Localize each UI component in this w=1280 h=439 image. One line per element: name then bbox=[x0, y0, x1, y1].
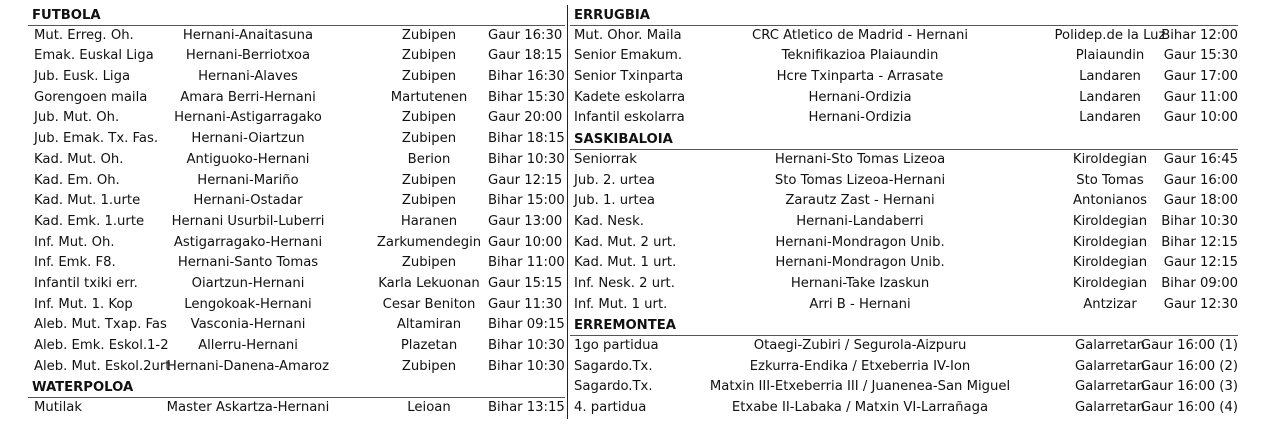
cell-match: Hernani Usurbil-Luberri bbox=[171, 213, 325, 229]
cell-match: Zarautz Zast - Hernani bbox=[785, 193, 935, 209]
cell-time: Bihar 10:30 bbox=[1161, 213, 1238, 229]
cell-match: Antiguoko-Hernani bbox=[186, 151, 310, 167]
cell-category: Kad. Mut. 1.urte bbox=[34, 193, 141, 209]
cell-venue: Kiroldegian bbox=[1072, 255, 1148, 271]
cell-venue: Galarretan bbox=[1074, 379, 1146, 395]
cell-match: Allerru-Hernani bbox=[198, 338, 298, 353]
table-row bbox=[28, 398, 565, 419]
cell-time: Gaur 18:15 bbox=[488, 48, 563, 64]
cell-venue: Landaren bbox=[1079, 69, 1141, 85]
cell-time: Gaur 18:00 bbox=[1163, 193, 1238, 209]
table-row bbox=[28, 357, 565, 378]
cell-time: Gaur 20:00 bbox=[488, 110, 563, 126]
cell-category: Aleb. Mut. Txap. Fas bbox=[34, 317, 167, 333]
cell-venue: Landaren bbox=[1079, 110, 1141, 126]
cell-venue: Altamiran bbox=[396, 317, 462, 333]
table-row bbox=[570, 171, 1238, 192]
right-column bbox=[570, 5, 1238, 419]
section-title: FUTBOLA bbox=[28, 5, 565, 26]
cell-match: Sto Tomas Lizeoa-Hernani bbox=[774, 172, 946, 188]
table-row bbox=[570, 398, 1238, 419]
section-title: ERRUGBIA bbox=[570, 5, 1238, 26]
cell-venue: Zubipen bbox=[401, 255, 457, 271]
cell-category: Emak. Euskal Liga bbox=[34, 48, 154, 64]
cell-match: Hernani-Sto Tomas Lizeoa bbox=[774, 151, 946, 167]
cell-time: Gaur 16:45 bbox=[1163, 151, 1238, 167]
table-row bbox=[570, 357, 1238, 378]
table-row bbox=[28, 253, 565, 274]
table-row bbox=[28, 88, 565, 109]
cell-venue: Zubipen bbox=[401, 193, 457, 209]
table-row bbox=[28, 171, 565, 192]
cell-match: Lengokoak-Hernani bbox=[184, 296, 312, 312]
cell-match: Hernani-Santo Tomas bbox=[177, 255, 319, 271]
table-row bbox=[28, 191, 565, 212]
table-row bbox=[570, 108, 1238, 129]
cell-venue: Kiroldegian bbox=[1072, 275, 1148, 291]
cell-time: Bihar 10:30 bbox=[488, 358, 565, 374]
cell-venue: Martutenen bbox=[390, 89, 468, 105]
cell-category: Aleb. Emk. Eskol.1-2 bbox=[34, 338, 169, 353]
cell-time: Gaur 12:30 bbox=[1163, 296, 1238, 312]
table-row bbox=[28, 336, 565, 357]
cell-category: Jub. 1. urtea bbox=[574, 193, 655, 209]
cell-time: Gaur 11:30 bbox=[488, 296, 563, 312]
cell-venue: Kiroldegian bbox=[1072, 151, 1148, 167]
cell-match: Hcre Txinparta - Arrasate bbox=[776, 69, 944, 85]
cell-category: 4. partidua bbox=[574, 400, 647, 416]
cell-time: Gaur 16:30 bbox=[488, 27, 563, 43]
cell-category: Mut. Erreg. Oh. bbox=[34, 27, 134, 43]
cell-category: Kad. Mut. 2 urt. bbox=[574, 234, 677, 250]
cell-time: Gaur 13:00 bbox=[488, 213, 563, 229]
section-title: ERREMONTEA bbox=[570, 315, 1238, 336]
table-row bbox=[570, 336, 1238, 357]
cell-match: Hernani-Take Izaskun bbox=[790, 275, 930, 291]
table-row bbox=[28, 233, 565, 254]
cell-category: Kad. Nesk. bbox=[574, 213, 644, 229]
cell-match: Hernani-Berriotxoa bbox=[185, 48, 311, 64]
cell-venue: Karla Lekuonan bbox=[378, 275, 480, 291]
cell-time: Gaur 16:00 (3) bbox=[1140, 379, 1238, 395]
table-row bbox=[28, 26, 565, 47]
cell-venue: Kiroldegian bbox=[1072, 234, 1148, 250]
table-row bbox=[570, 26, 1238, 47]
column-divider bbox=[567, 5, 568, 419]
section-title: WATERPOLOA bbox=[28, 377, 565, 398]
cell-venue: Landaren bbox=[1079, 89, 1141, 105]
cell-match: Hernani-Anaitasuna bbox=[182, 27, 314, 43]
cell-venue: Berion bbox=[407, 151, 451, 167]
cell-time: Gaur 17:00 bbox=[1163, 69, 1238, 85]
cell-venue: Zubipen bbox=[401, 358, 457, 374]
cell-match: Otaegi-Zubiri / Segurola-Aizpuru bbox=[753, 338, 967, 353]
cell-time: Bihar 13:15 bbox=[488, 400, 565, 416]
table-row bbox=[570, 212, 1238, 233]
table-row bbox=[28, 46, 565, 67]
cell-match: Amara Berri-Hernani bbox=[180, 89, 316, 105]
cell-match: Hernani-Ordizia bbox=[808, 110, 912, 126]
cell-category: Aleb. Mut. Eskol.2urt bbox=[34, 358, 171, 374]
cell-category: Kadete eskolarra bbox=[574, 89, 686, 105]
cell-venue: Plaiaundin bbox=[1075, 48, 1145, 64]
cell-match: Ezkurra-Endika / Etxeberria IV-Ion bbox=[749, 358, 971, 374]
cell-category: Jub. Eusk. Liga bbox=[34, 69, 131, 85]
cell-venue: Zubipen bbox=[401, 48, 457, 64]
cell-match: Hernani-Ordizia bbox=[808, 89, 912, 105]
table-row bbox=[28, 315, 565, 336]
cell-time: Bihar 18:15 bbox=[488, 131, 565, 147]
cell-venue: Sto Tomas bbox=[1076, 172, 1144, 188]
table-row bbox=[570, 274, 1238, 295]
cell-category: Mut. Ohor. Maila bbox=[574, 27, 682, 43]
cell-time: Gaur 11:00 bbox=[1163, 89, 1238, 105]
cell-venue: Zarkumendegin bbox=[376, 234, 482, 250]
cell-time: Gaur 16:00 bbox=[1163, 172, 1238, 188]
cell-time: Bihar 15:00 bbox=[488, 193, 565, 209]
cell-category: Inf. Mut. Oh. bbox=[34, 234, 115, 250]
table-row bbox=[28, 295, 565, 316]
cell-category: Sagardo.Tx. bbox=[574, 379, 653, 395]
cell-category: Sagardo.Tx. bbox=[574, 358, 653, 374]
cell-match: CRC Atletico de Madrid - Hernani bbox=[752, 27, 968, 43]
cell-category: Inf. Emk. F8. bbox=[34, 255, 116, 271]
table-row bbox=[28, 129, 565, 150]
table-row bbox=[570, 377, 1238, 398]
cell-venue: Polidep.de la Luz bbox=[1054, 27, 1166, 43]
cell-category: Infantil eskolarra bbox=[574, 110, 685, 126]
cell-category: Senior Emakum. bbox=[574, 48, 683, 64]
cell-venue: Zubipen bbox=[401, 69, 457, 85]
cell-category: Infantil txiki err. bbox=[34, 275, 138, 291]
cell-match: Astigarragako-Hernani bbox=[173, 234, 323, 250]
cell-match: Etxabe II-Labaka / Matxin VI-Larrañaga bbox=[731, 400, 989, 416]
cell-match: Hernani-Astigarragako bbox=[174, 110, 322, 126]
table-row bbox=[570, 233, 1238, 254]
cell-match: Arri B - Hernani bbox=[809, 296, 911, 312]
cell-category: Kad. Em. Oh. bbox=[34, 172, 120, 188]
table-row bbox=[28, 108, 565, 129]
cell-time: Gaur 12:15 bbox=[488, 172, 563, 188]
cell-venue: Leioan bbox=[407, 400, 451, 416]
left-column bbox=[28, 5, 565, 419]
cell-match: Teknifikazioa Plaiaundin bbox=[781, 48, 939, 64]
cell-venue: Antonianos bbox=[1072, 193, 1148, 209]
cell-venue: Zubipen bbox=[401, 27, 457, 43]
cell-venue: Antzizar bbox=[1083, 296, 1137, 312]
cell-match: Hernani-Alaves bbox=[198, 69, 298, 85]
table-row bbox=[570, 253, 1238, 274]
cell-venue: Zubipen bbox=[401, 172, 457, 188]
table-row bbox=[570, 88, 1238, 109]
cell-venue: Zubipen bbox=[401, 131, 457, 147]
cell-category: Gorengoen maila bbox=[34, 89, 148, 105]
cell-venue: Cesar Beniton bbox=[382, 296, 476, 312]
cell-venue: Haranen bbox=[400, 213, 458, 229]
cell-match: Hernani-Oiartzun bbox=[191, 131, 305, 147]
cell-venue: Galarretan bbox=[1074, 338, 1146, 353]
table-row bbox=[28, 212, 565, 233]
cell-category: Kad. Emk. 1.urte bbox=[34, 213, 145, 229]
cell-match: Hernani-Mariño bbox=[197, 172, 299, 188]
cell-category: Jub. Emak. Tx. Fas. bbox=[34, 131, 159, 147]
cell-time: Gaur 16:00 (1) bbox=[1140, 338, 1238, 353]
table-row bbox=[570, 67, 1238, 88]
cell-category: 1go partidua bbox=[574, 338, 659, 353]
table-row bbox=[570, 295, 1238, 316]
table-row bbox=[28, 150, 565, 171]
cell-category: Jub. 2. urtea bbox=[574, 172, 655, 188]
cell-match: Hernani-Landaberri bbox=[796, 213, 924, 229]
cell-time: Gaur 16:00 (4) bbox=[1140, 400, 1238, 416]
cell-time: Bihar 16:30 bbox=[488, 69, 565, 85]
cell-match: Hernani-Ostadar bbox=[193, 193, 303, 209]
cell-category: Inf. Nesk. 2 urt. bbox=[574, 275, 675, 291]
table-row bbox=[28, 67, 565, 88]
cell-category: Kad. Mut. Oh. bbox=[34, 151, 124, 167]
cell-category: Seniorrak bbox=[574, 151, 637, 167]
cell-time: Gaur 15:30 bbox=[1163, 48, 1238, 64]
cell-time: Gaur 10:00 bbox=[1163, 110, 1238, 126]
cell-match: Matxin III-Etxeberria III / Juanenea-San Miguel bbox=[709, 379, 1011, 395]
cell-time: Gaur 15:15 bbox=[488, 275, 563, 291]
cell-category: Inf. Mut. 1 urt. bbox=[574, 296, 668, 312]
cell-match: Hernani-Mondragon Unib. bbox=[775, 255, 945, 271]
table-row bbox=[28, 274, 565, 295]
cell-time: Bihar 12:15 bbox=[1161, 234, 1238, 250]
cell-time: Bihar 09:15 bbox=[488, 317, 565, 333]
cell-time: Bihar 15:30 bbox=[488, 89, 565, 105]
cell-time: Bihar 09:00 bbox=[1161, 275, 1238, 291]
cell-time: Gaur 10:00 bbox=[488, 234, 563, 250]
cell-category: Jub. Mut. Oh. bbox=[34, 110, 120, 126]
cell-time: Bihar 12:00 bbox=[1161, 27, 1238, 43]
cell-time: Gaur 16:00 (2) bbox=[1140, 358, 1238, 374]
table-row bbox=[570, 191, 1238, 212]
cell-time: Bihar 10:30 bbox=[488, 151, 565, 167]
cell-match: Hernani-Danena-Amaroz bbox=[166, 358, 330, 374]
cell-venue: Galarretan bbox=[1074, 400, 1146, 416]
cell-category: Kad. Mut. 1 urt. bbox=[574, 255, 677, 271]
cell-category: Mutilak bbox=[34, 400, 82, 416]
cell-venue: Plazetan bbox=[400, 338, 458, 353]
cell-time: Gaur 12:15 bbox=[1163, 255, 1238, 271]
cell-time: Bihar 10:30 bbox=[488, 338, 565, 353]
cell-match: Oiartzun-Hernani bbox=[191, 275, 305, 291]
table-row bbox=[570, 46, 1238, 67]
cell-venue: Kiroldegian bbox=[1072, 213, 1148, 229]
table-row bbox=[570, 150, 1238, 171]
cell-time: Bihar 11:00 bbox=[488, 255, 565, 271]
cell-match: Hernani-Mondragon Unib. bbox=[775, 234, 945, 250]
cell-match: Vasconia-Hernani bbox=[190, 317, 306, 333]
cell-venue: Zubipen bbox=[401, 110, 457, 126]
cell-match: Master Askartza-Hernani bbox=[166, 400, 330, 416]
cell-category: Inf. Mut. 1. Kop bbox=[34, 296, 133, 312]
cell-venue: Galarretan bbox=[1074, 358, 1146, 374]
section-title: SASKIBALOIA bbox=[570, 129, 1238, 150]
cell-category: Senior Txinparta bbox=[574, 69, 684, 85]
